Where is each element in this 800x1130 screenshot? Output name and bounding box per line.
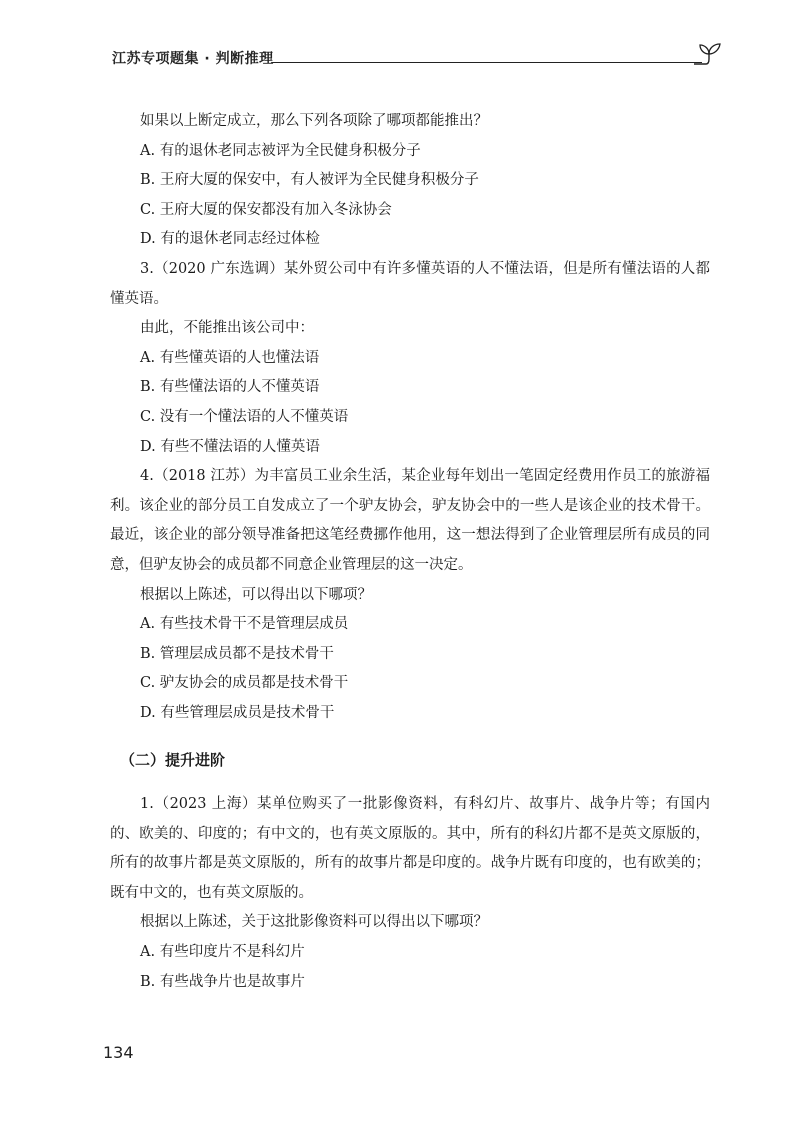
section-heading: （二）提升进阶: [120, 751, 226, 770]
option-d: D. 有的退休老同志经过体检: [140, 231, 320, 248]
question-4-option-c: C. 驴友协会的成员都是技术骨干: [140, 675, 349, 692]
question-4-option-b: B. 管理层成员都不是技术骨干: [140, 645, 334, 662]
sprout-icon: [692, 42, 726, 72]
running-header: [112, 42, 722, 72]
question-4-text: 4.（2018 江苏）为丰富员工业余生活，某企业每年划出一笔固定经费用作员工的旅游福利。该企业的部分员工自发成立了一个驴友协会，驴友协会中的一些人是该企业的技术骨干。最近，该企业的部分领导准备把这笔经费挪作他用，这一想法得到了企业管理层所有成员的同意，但驴友协会的成员都不同意企业管理层的这一决定。: [110, 468, 710, 573]
option-b: B. 王府大厦的保安中，有人被评为全民健身积极分子: [140, 172, 479, 189]
page-content: [110, 107, 710, 997]
question-3-stem: 由此，不能推出该公司中：: [140, 320, 314, 337]
question-stem: 如果以上断定成立，那么下列各项除了哪项都能推出？: [140, 113, 488, 129]
page-number: 134: [103, 1043, 134, 1062]
section2-question-1-stem: 根据以上陈述，关于这批影像资料可以得出以下哪项？: [140, 914, 488, 931]
question-3-option-a: A. 有些懂英语的人也懂法语: [140, 349, 320, 366]
question-3-option-d: D. 有些不懂法语的人懂英语: [140, 438, 320, 455]
section2-question-1-option-b: B. 有些战争片也是故事片: [140, 973, 305, 990]
question-3-option-c: C. 没有一个懂法语的人不懂英语: [140, 408, 349, 425]
header-rule: [272, 62, 702, 63]
question-4-stem: 根据以上陈述，可以得出以下哪项？: [140, 586, 372, 603]
question-3-option-b: B. 有些懂法语的人不懂英语: [140, 379, 320, 396]
header-title: 江苏专项题集 · 判断推理: [112, 51, 274, 67]
section2-question-1-text: 1.（2023 上海）某单位购买了一批影像资料，有科幻片、故事片、战争片等；有国内的、欧美的、印度的；有中文的，也有英文原版的。其中，所有的科幻片都不是英文原版的，所有的故事片都是英文原版的，所有的故事片都是印度的。战争片既有印度的，也有欧美的；既有中文的，也有英文原版的。: [110, 796, 710, 901]
question-4-option-a: A. 有些技术骨干不是管理层成员: [140, 616, 349, 633]
question-3-text: 3.（2020 广东选调）某外贸公司中有许多懂英语的人不懂法语，但是所有懂法语的人都懂英语。: [110, 260, 710, 307]
question-4-option-d: D. 有些管理层成员是技术骨干: [140, 704, 335, 721]
option-a: A. 有的退休老同志被评为全民健身积极分子: [140, 142, 421, 159]
section2-question-1-option-a: A. 有些印度片不是科幻片: [140, 944, 305, 961]
option-c: C. 王府大厦的保安都没有加入冬泳协会: [140, 201, 392, 218]
